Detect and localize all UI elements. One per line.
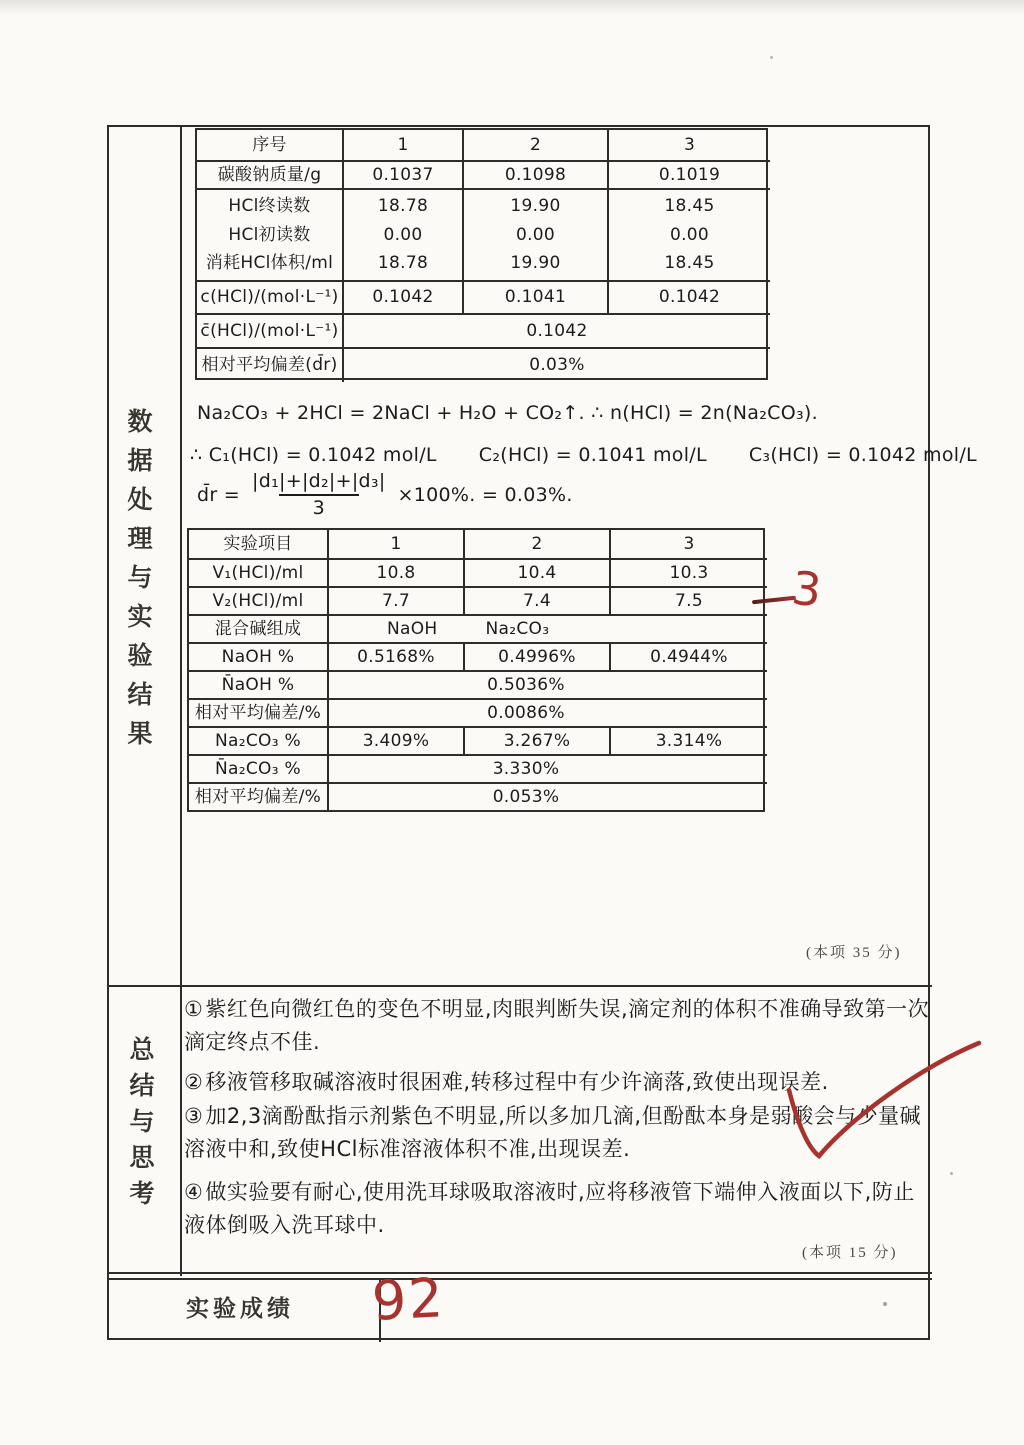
t2-header-col3: 3 [609, 530, 767, 558]
t2-naoh-1: 0.5168% [327, 642, 463, 670]
score-row-label: 实验成绩 [186, 1296, 294, 1321]
t2-dev1-label: 相对平均偏差/% [189, 698, 327, 726]
c2-result: C₂(HCl) = 0.1041 mol/L [478, 444, 707, 466]
t2-naoh-2: 0.4996% [463, 642, 609, 670]
note-4 [184, 1176, 936, 1242]
t2-v1-1: 10.8 [327, 558, 463, 586]
t2-na2co3-label: Na₂CO₃ % [189, 726, 327, 754]
t1-header-label: 序号 [252, 134, 287, 155]
grade-value: 92 [370, 1266, 447, 1333]
hcl-standardization-table [195, 128, 768, 380]
dr-numerator: |d₁|+|d₂|+|d₃| [252, 470, 386, 492]
t1-header-col3: 3 [607, 130, 770, 160]
t2-v1-label: V₁(HCl)/ml [189, 558, 327, 586]
deduction-number: 3 [789, 560, 825, 618]
section1-points-note: (本项 35 分) [806, 945, 902, 961]
t1-conc-3: 0.1042 [607, 280, 770, 313]
t2-naoh-avg-label: N̄aOH % [189, 670, 327, 698]
t1-header-col2: 2 [462, 130, 607, 160]
t1-readings-col2: 19.90 0.00 19.90 [462, 188, 607, 280]
t2-na2co3-avg-label: N̄a₂CO₃ % [189, 754, 327, 782]
t1-conc-avg-label: c̄(HCl)/(mol·L⁻¹) [197, 313, 342, 347]
t2-dev2-value: 0.053% [327, 782, 767, 810]
section2-bottom-line [109, 1272, 932, 1274]
t2-dev2-label: 相对平均偏差/% [189, 782, 327, 810]
dr-fraction [252, 470, 385, 521]
t2-na2co3-avg-value: 3.330% [327, 754, 767, 782]
dr-denominator: 3 [279, 494, 359, 521]
t2-composition-values [327, 614, 767, 642]
note-3-text: 加2,3滴酚酞指示剂紫色不明显,所以多加几滴,但酚酞本身是弱酸会与少量碱溶液中和,致使HCl标准溶液体积不准,出现误差. [184, 1104, 922, 1161]
t1-mass-label: 碳酸钠质量/g [197, 160, 342, 188]
t1-mass-3: 0.1019 [607, 160, 770, 188]
section1-label: 数据处理与实验结果 [124, 408, 151, 759]
t2-na2co3-2: 3.267% [463, 726, 609, 754]
section2-points-note: (本项 15 分) [802, 1245, 898, 1261]
t1-header-col1: 1 [342, 130, 462, 160]
note-4-number: ④ [184, 1180, 204, 1204]
section1-bottom-line [109, 985, 932, 987]
t1-mass-1: 0.1037 [342, 160, 462, 188]
note-1-number: ① [184, 997, 204, 1021]
t1-mass-2: 0.1098 [462, 160, 607, 188]
dr-lhs: d̄r = [197, 484, 241, 507]
c1-result: ∴ C₁(HCl) = 0.1042 mol/L [190, 444, 437, 466]
grader-check-mark [775, 1026, 990, 1176]
t2-na2co3-1: 3.409% [327, 726, 463, 754]
t2-naoh-avg-value: 0.5036% [327, 670, 767, 698]
t1-readings-col3: 18.45 0.00 18.45 [607, 188, 770, 280]
paper-speck [770, 56, 773, 59]
mixed-alkali-table [187, 528, 765, 812]
t1-conc-2: 0.1041 [462, 280, 607, 313]
note-2-number: ② [184, 1070, 204, 1094]
t2-v2-2: 7.4 [463, 586, 609, 614]
deviation-formula [197, 470, 573, 521]
note-2-text: 移液管移取碱溶液时很困难,转移过程中有少许滴落,致使出现误差. [205, 1070, 829, 1094]
reaction-equation: Na₂CO₃ + 2HCl = 2NaCl + H₂O + CO₂↑. ∴ n(HCl) = 2n(Na₂CO₃). [197, 402, 818, 424]
composition-naoh: NaOH [387, 618, 438, 639]
section2-label: 总结与思考 [126, 1036, 153, 1216]
t2-header-label: 实验项目 [223, 533, 293, 554]
t2-naoh-3: 0.4944% [609, 642, 767, 670]
t1-readings-labels: HCl终读数 HCl初读数 消耗HCl体积/ml [197, 188, 342, 280]
scan-edge-shading [0, 0, 1024, 14]
t2-na2co3-3: 3.314% [609, 726, 767, 754]
note-3-number: ③ [184, 1104, 204, 1128]
sidebar-divider-line [180, 127, 182, 1276]
t2-naoh-label: NaOH % [189, 642, 327, 670]
composition-na2co3: Na₂CO₃ [485, 618, 550, 639]
t2-header-col1: 1 [327, 530, 463, 558]
t2-v1-3: 10.3 [609, 558, 767, 586]
t2-v2-1: 7.7 [327, 586, 463, 614]
t2-v1-2: 10.4 [463, 558, 609, 586]
t2-composition-label: 混合碱组成 [189, 614, 327, 642]
t2-v2-label: V₂(HCl)/ml [189, 586, 327, 614]
note-4-text: 做实验要有耐心,使用洗耳球吸取溶液时,应将移液管下端伸入液面以下,防止液体倒吸入洗耳球中. [184, 1180, 915, 1237]
t2-header-col2: 2 [463, 530, 609, 558]
concentration-results [190, 444, 977, 466]
t1-conc-label: c(HCl)/(mol·L⁻¹) [197, 280, 342, 313]
t1-deviation-label: 相对平均偏差(d̄r) [197, 347, 342, 382]
t1-conc-avg-value: 0.1042 [342, 313, 770, 347]
t2-v2-3: 7.5 [609, 586, 767, 614]
score-row-top-line [109, 1278, 932, 1280]
t1-deviation-value: 0.03% [342, 347, 770, 382]
t1-readings-col1: 18.78 0.00 18.78 [342, 188, 462, 280]
dr-rhs: ×100%. = 0.03%. [397, 484, 573, 507]
grader-deduction-mark [752, 560, 847, 632]
t2-dev1-value: 0.0086% [327, 698, 767, 726]
note-1-text: 紫红色向微红色的变色不明显,肉眼判断失误,滴定剂的体积不准确导致第一次滴定终点不佳. [184, 997, 930, 1054]
t1-conc-1: 0.1042 [342, 280, 462, 313]
c3-result: C₃(HCl) = 0.1042 mol/L [748, 444, 977, 466]
